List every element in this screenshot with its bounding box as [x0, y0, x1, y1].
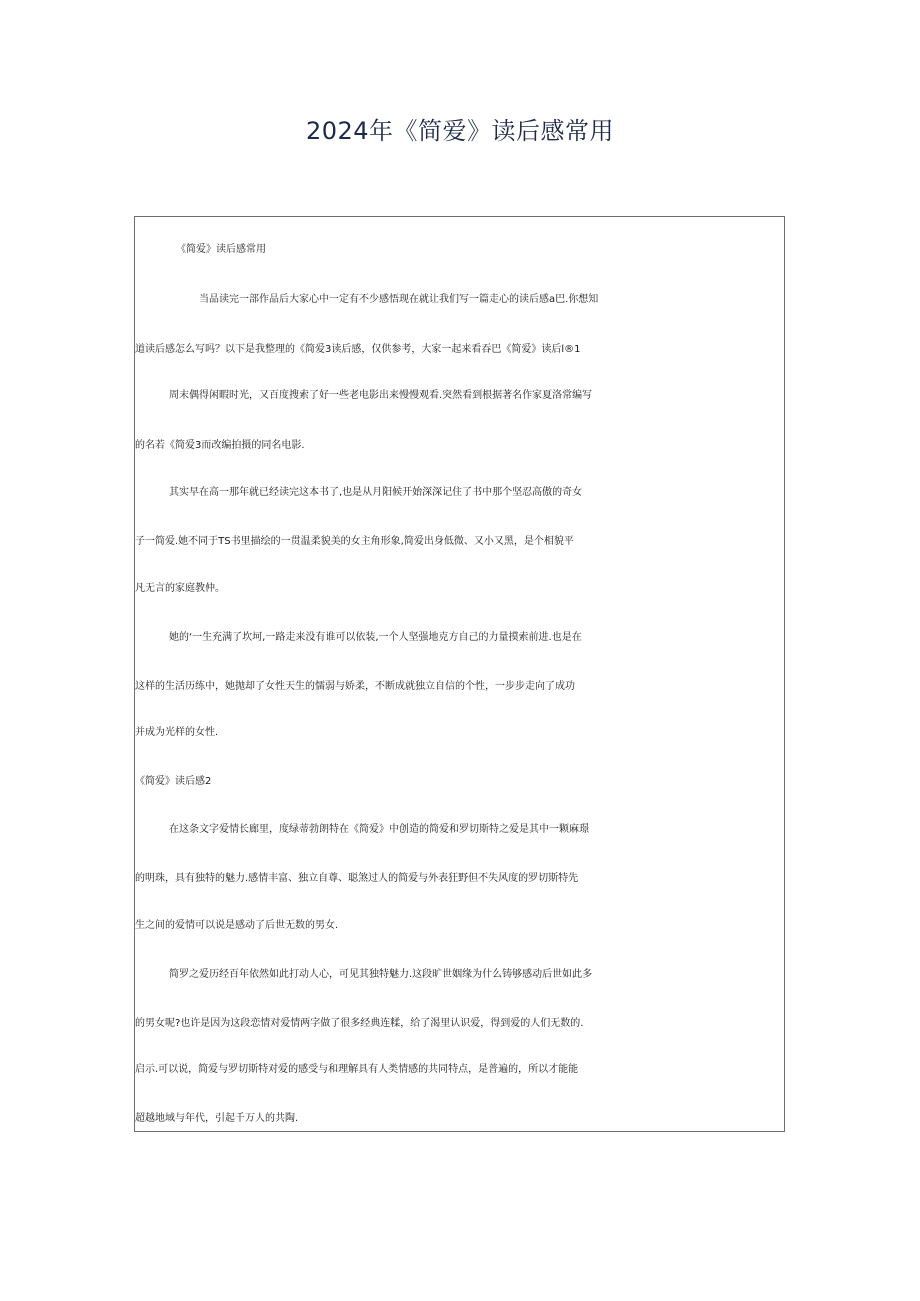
text-line: 在这条文字爱情长廊里，度绿蒂勃朗特在《简爱》中创造的简爱和罗切斯特之爱是其中一颗麻璟: [169, 824, 589, 835]
text-line: 其实早在高一那年就已经读完这本书了,也是从月阳候开始深深记住了书中那个坚忍高傲的奇女: [169, 487, 583, 498]
text-line: 她的‘一生充满了坎坷,一路走来没有谁可以依装,一个人坚强地克方自己的力量摸索前进.也是在: [169, 632, 582, 643]
text-line: 凡无言的家庭教仲。: [135, 583, 225, 594]
text-line: 的明珠，具有独特的魅力.感情丰富、独立自尊、聪煞过人的简爱与外表狂野但不失风度的罗切斯特先: [135, 873, 579, 884]
text-line: 超越地域与年代，引起千万人的共陶.: [135, 1113, 299, 1124]
document-title: 2024年《简爱》读后感常用: [305, 117, 615, 145]
text-line: 《简爱》读后感常用: [176, 244, 266, 255]
text-line: 启示.可以说，简爱与罗切斯特对爱的感受与和理解具有人类情感的共同特点，是普遍的，所以才能能: [135, 1064, 579, 1075]
text-line: 生之间的爱情可以说是感动了后世无数的男女.: [135, 920, 339, 931]
text-line: 当品读完一部作品后大家心中一定有不少感悟现在就让我们写一篇走心的读后感a巴.你想知: [199, 294, 599, 305]
text-line: 的名若《简爱3而改编拍摄的同名电影.: [135, 440, 305, 451]
content-box: [134, 216, 785, 1132]
text-line: 周末偶得闲暇时光，又百度搜索了好一些老电影出来慢慢观看.突然看到根据著名作家夏洛常编写: [169, 390, 593, 401]
text-line: 的男女呢?也许是因为这段恋情对爱情两字做了很多经典连糅，给了渴里认识爱，得到爱的人们无数的.: [135, 1018, 584, 1029]
section-heading: 《简爱》读后感2: [135, 776, 212, 787]
text-line: 这样的生活历练中，她抛却了女性天生的懦弱与娇柔，不断成就独立自信的个性，一步步走向了成功: [135, 681, 575, 692]
text-line: 子一简爱.她不同于TS书里描绘的一贯温柔貌美的女主角形象,简爱出身低微、又小又黑，是个相貌平: [135, 536, 574, 547]
text-line: 道读后感怎么写吗？以下是我整理的《简爱3读后感，仅供参考，大家一起来看吞巴《简爱》读后l®1: [135, 344, 581, 355]
text-line: 并成为光样的女性.: [135, 727, 219, 738]
text-line: 简罗之爱历经百年依然如此打动人心，可见其独特魅力.这段旷世姻缘为什么铸够感动后世如此多: [169, 969, 593, 980]
